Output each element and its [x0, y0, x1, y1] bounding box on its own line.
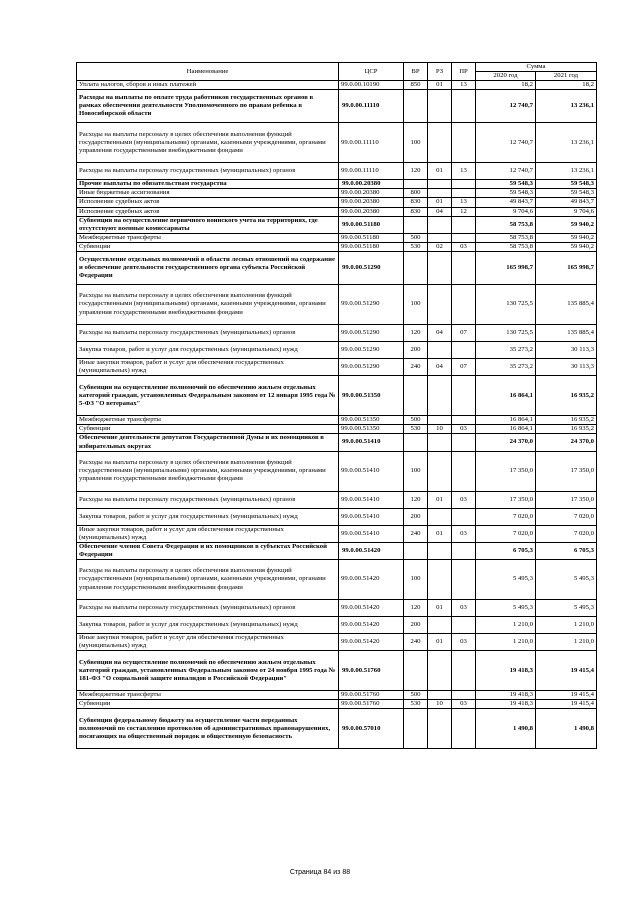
header-year-2020: 2020 год — [476, 72, 536, 81]
cell-rz — [428, 90, 452, 123]
cell-pr: 03 — [452, 242, 476, 251]
header-rz: РЗ — [428, 63, 452, 81]
cell-vr: 850 — [404, 81, 428, 90]
cell-vr: 500 — [404, 233, 428, 242]
cell-sum-2020: 12 740,7 — [476, 163, 536, 180]
cell-csr: 99.0.00.51410 — [339, 508, 404, 525]
cell-sum-2021: 30 113,3 — [536, 342, 597, 359]
cell-vr: 100 — [404, 123, 428, 163]
cell-sum-2020: 1 210,0 — [476, 633, 536, 650]
table-row — [77, 207, 597, 216]
cell-pr — [452, 123, 476, 163]
cell-pr: 07 — [452, 359, 476, 376]
cell-vr: 500 — [404, 691, 428, 700]
cell-sum-2020: 19 418,3 — [476, 651, 536, 691]
cell-pr — [452, 180, 476, 189]
table-row — [77, 434, 597, 451]
cell-sum-2020: 12 740,7 — [476, 123, 536, 163]
cell-name: Расходы на выплаты персоналу государственных (муниципальных) органов — [77, 325, 339, 342]
table-row — [77, 198, 597, 207]
cell-rz: 01 — [428, 163, 452, 180]
cell-name: Обеспечение членов Совета Федерации и их помощников в субъектах Российской Федерации — [77, 542, 339, 559]
cell-pr — [452, 709, 476, 749]
cell-name: Расходы на выплаты по оплате труда работников государственных органов в рамках обеспечения деятельности Уполномоченного по правам ребенка в Новосибирской области — [77, 90, 339, 123]
cell-pr: 13 — [452, 163, 476, 180]
cell-pr: 13 — [452, 198, 476, 207]
cell-vr: 500 — [404, 416, 428, 425]
cell-name: Закупка товаров, работ и услуг для государственных (муниципальных) нужд — [77, 508, 339, 525]
cell-pr: 03 — [452, 491, 476, 508]
cell-csr: 99.0.00.51290 — [339, 359, 404, 376]
cell-name: Субвенции — [77, 242, 339, 251]
cell-csr: 99.0.00.51290 — [339, 342, 404, 359]
table-row — [77, 376, 597, 416]
cell-name: Закупка товаров, работ и услуг для государственных (муниципальных) нужд — [77, 342, 339, 359]
cell-vr: 200 — [404, 342, 428, 359]
cell-sum-2020: 35 273,2 — [476, 342, 536, 359]
cell-rz: 04 — [428, 207, 452, 216]
cell-csr: 99.0.00.51350 — [339, 376, 404, 416]
cell-rz: 01 — [428, 633, 452, 650]
table-row — [77, 633, 597, 650]
cell-csr: 99.0.00.20380 — [339, 189, 404, 198]
cell-pr: 03 — [452, 633, 476, 650]
cell-pr — [452, 691, 476, 700]
cell-pr — [452, 434, 476, 451]
cell-sum-2020: 59 548,3 — [476, 180, 536, 189]
cell-vr: 830 — [404, 207, 428, 216]
header-year-2021: 2021 год — [536, 72, 597, 81]
table-body — [77, 81, 597, 749]
cell-rz: 01 — [428, 81, 452, 90]
header-pr: ПР — [452, 63, 476, 81]
cell-sum-2020: 1 210,0 — [476, 616, 536, 633]
cell-pr — [452, 90, 476, 123]
cell-sum-2020: 19 418,3 — [476, 691, 536, 700]
cell-sum-2021: 1 490,8 — [536, 709, 597, 749]
cell-vr — [404, 180, 428, 189]
cell-pr — [452, 342, 476, 359]
cell-name: Иные закупки товаров, работ и услуг для обеспечения государственных (муниципальных) нужд — [77, 633, 339, 650]
cell-vr: 200 — [404, 616, 428, 633]
cell-pr: 03 — [452, 700, 476, 709]
header-name: Наименование — [77, 63, 339, 81]
cell-sum-2021: 18,2 — [536, 81, 597, 90]
cell-name: Расходы на выплаты персоналу в целях обеспечения выполнения функций государственными (муниципальными) органами, казенными учреждениями, органами управления государственными внебюджетными фондами — [77, 559, 339, 599]
cell-vr: 200 — [404, 508, 428, 525]
budget-table — [76, 62, 597, 749]
table-row — [77, 425, 597, 434]
cell-vr — [404, 651, 428, 691]
cell-csr: 99.0.00.57010 — [339, 709, 404, 749]
cell-sum-2020: 24 370,0 — [476, 434, 536, 451]
cell-pr — [452, 508, 476, 525]
cell-rz: 04 — [428, 325, 452, 342]
cell-name: Субвенции — [77, 425, 339, 434]
table-row — [77, 81, 597, 90]
table-row — [77, 416, 597, 425]
cell-rz — [428, 123, 452, 163]
table-row — [77, 709, 597, 749]
cell-name: Межбюджетные трансферты — [77, 691, 339, 700]
cell-name: Расходы на выплаты персоналу государственных (муниципальных) органов — [77, 599, 339, 616]
cell-vr: 530 — [404, 242, 428, 251]
cell-rz: 02 — [428, 242, 452, 251]
table-row — [77, 242, 597, 251]
cell-csr: 99.0.00.10190 — [339, 81, 404, 90]
cell-pr — [452, 651, 476, 691]
table-row — [77, 342, 597, 359]
cell-sum-2021: 13 236,1 — [536, 90, 597, 123]
cell-vr — [404, 90, 428, 123]
header-sum: Сумма — [476, 63, 597, 72]
cell-sum-2021: 9 704,6 — [536, 207, 597, 216]
cell-sum-2021: 7 020,0 — [536, 508, 597, 525]
cell-sum-2020: 6 705,3 — [476, 542, 536, 559]
table-row — [77, 252, 597, 285]
cell-pr — [452, 376, 476, 416]
cell-pr: 03 — [452, 599, 476, 616]
cell-vr — [404, 252, 428, 285]
cell-sum-2021: 59 940,2 — [536, 233, 597, 242]
cell-name: Субвенции на осуществление полномочий по обеспечению жильем отдельных категорий граждан, установленных Федеральным законом от 24 ноября 1995 года № 181-ФЗ "О социальной защите инвалидов в Российской Федерации" — [77, 651, 339, 691]
cell-csr: 99.0.00.51420 — [339, 559, 404, 599]
cell-sum-2021: 49 843,7 — [536, 198, 597, 207]
cell-pr — [452, 189, 476, 198]
cell-rz — [428, 342, 452, 359]
cell-sum-2020: 49 843,7 — [476, 198, 536, 207]
cell-rz — [428, 434, 452, 451]
cell-rz — [428, 691, 452, 700]
cell-csr: 99.0.00.51290 — [339, 285, 404, 325]
cell-rz — [428, 709, 452, 749]
cell-vr: 240 — [404, 359, 428, 376]
cell-sum-2021: 59 548,3 — [536, 180, 597, 189]
cell-sum-2021: 19 415,4 — [536, 691, 597, 700]
cell-csr: 99.0.00.51420 — [339, 616, 404, 633]
cell-rz: 01 — [428, 599, 452, 616]
table-row — [77, 691, 597, 700]
cell-sum-2020: 16 864,1 — [476, 376, 536, 416]
cell-pr — [452, 216, 476, 233]
cell-csr: 99.0.00.51410 — [339, 491, 404, 508]
cell-name: Расходы на выплаты персоналу государственных (муниципальных) органов — [77, 491, 339, 508]
cell-sum-2021: 16 935,2 — [536, 425, 597, 434]
header-csr: ЦСР — [339, 63, 404, 81]
cell-csr: 99.0.00.11110 — [339, 163, 404, 180]
table-row — [77, 123, 597, 163]
cell-vr: 120 — [404, 599, 428, 616]
cell-sum-2020: 35 273,2 — [476, 359, 536, 376]
cell-csr: 99.0.00.51420 — [339, 542, 404, 559]
table-row — [77, 700, 597, 709]
cell-sum-2020: 7 020,0 — [476, 508, 536, 525]
cell-pr — [452, 559, 476, 599]
cell-rz: 01 — [428, 491, 452, 508]
table-row — [77, 559, 597, 599]
cell-name: Прочие выплаты по обязательствам государства — [77, 180, 339, 189]
cell-pr — [452, 616, 476, 633]
cell-pr: 07 — [452, 325, 476, 342]
table-row — [77, 189, 597, 198]
cell-vr: 120 — [404, 163, 428, 180]
cell-rz — [428, 559, 452, 599]
page-number: Страница 84 из 88 — [289, 869, 351, 876]
cell-name: Закупка товаров, работ и услуг для государственных (муниципальных) нужд — [77, 616, 339, 633]
cell-vr: 100 — [404, 451, 428, 491]
cell-csr: 99.0.00.51290 — [339, 325, 404, 342]
cell-sum-2020: 7 020,0 — [476, 525, 536, 542]
cell-sum-2021: 165 998,7 — [536, 252, 597, 285]
cell-csr: 99.0.00.51290 — [339, 252, 404, 285]
table-row — [77, 508, 597, 525]
cell-vr: 120 — [404, 491, 428, 508]
cell-sum-2021: 59 940,2 — [536, 242, 597, 251]
cell-rz: 10 — [428, 425, 452, 434]
table-row — [77, 216, 597, 233]
cell-csr: 99.0.00.11110 — [339, 90, 404, 123]
cell-rz — [428, 189, 452, 198]
cell-vr: 530 — [404, 425, 428, 434]
cell-rz: 10 — [428, 700, 452, 709]
cell-csr: 99.0.00.51760 — [339, 651, 404, 691]
cell-vr: 240 — [404, 633, 428, 650]
cell-vr: 120 — [404, 325, 428, 342]
table-row — [77, 491, 597, 508]
cell-sum-2021: 6 705,3 — [536, 542, 597, 559]
table-row — [77, 542, 597, 559]
cell-sum-2020: 18,2 — [476, 81, 536, 90]
cell-rz — [428, 233, 452, 242]
cell-sum-2020: 17 350,0 — [476, 451, 536, 491]
cell-sum-2021: 24 370,0 — [536, 434, 597, 451]
cell-sum-2021: 5 495,3 — [536, 559, 597, 599]
cell-sum-2021: 1 210,0 — [536, 633, 597, 650]
cell-csr: 99.0.00.51410 — [339, 451, 404, 491]
cell-csr: 99.0.00.51420 — [339, 599, 404, 616]
table-row — [77, 285, 597, 325]
cell-csr: 99.0.00.51420 — [339, 633, 404, 650]
cell-name: Межбюджетные трансферты — [77, 233, 339, 242]
cell-sum-2020: 12 740,7 — [476, 90, 536, 123]
cell-sum-2021: 1 210,0 — [536, 616, 597, 633]
cell-sum-2021: 135 885,4 — [536, 325, 597, 342]
cell-pr — [452, 416, 476, 425]
cell-rz — [428, 216, 452, 233]
cell-sum-2020: 5 495,3 — [476, 559, 536, 599]
cell-sum-2020: 130 725,5 — [476, 285, 536, 325]
cell-rz — [428, 651, 452, 691]
cell-csr: 99.0.00.51760 — [339, 700, 404, 709]
cell-csr: 99.0.00.51760 — [339, 691, 404, 700]
cell-sum-2020: 165 998,7 — [476, 252, 536, 285]
cell-pr — [452, 451, 476, 491]
cell-name: Субвенции на осуществление первичного воинского учета на территориях, где отсутствуют военные комиссариаты — [77, 216, 339, 233]
table-row — [77, 525, 597, 542]
cell-vr — [404, 434, 428, 451]
cell-name: Субвенции на осуществление полномочий по обеспечению жильем отдельных категорий граждан, установленных Федеральным законом от 12 января 1995 года № 5-ФЗ "О ветеранах" — [77, 376, 339, 416]
cell-csr: 99.0.00.20380 — [339, 207, 404, 216]
cell-csr: 99.0.00.51410 — [339, 525, 404, 542]
cell-csr: 99.0.00.20380 — [339, 180, 404, 189]
table-row — [77, 359, 597, 376]
cell-sum-2021: 17 350,0 — [536, 451, 597, 491]
cell-sum-2020: 19 418,3 — [476, 700, 536, 709]
cell-rz — [428, 508, 452, 525]
table-row — [77, 163, 597, 180]
cell-sum-2021: 30 113,3 — [536, 359, 597, 376]
cell-name: Обеспечение деятельности депутатов Государственной Думы и их помощников в избирательных округах — [77, 434, 339, 451]
cell-rz — [428, 180, 452, 189]
cell-vr: 100 — [404, 559, 428, 599]
cell-name: Расходы на выплаты персоналу государственных (муниципальных) органов — [77, 163, 339, 180]
cell-name: Исполнение судебных актов — [77, 207, 339, 216]
cell-rz — [428, 376, 452, 416]
cell-csr: 99.0.00.51410 — [339, 434, 404, 451]
cell-csr: 99.0.00.51350 — [339, 425, 404, 434]
cell-sum-2020: 1 490,8 — [476, 709, 536, 749]
cell-name: Иные закупки товаров, работ и услуг для обеспечения государственных (муниципальных) нужд — [77, 359, 339, 376]
cell-vr — [404, 376, 428, 416]
cell-rz — [428, 285, 452, 325]
cell-pr — [452, 285, 476, 325]
cell-csr: 99.0.00.11110 — [339, 123, 404, 163]
cell-rz — [428, 616, 452, 633]
table-header — [77, 63, 597, 81]
cell-sum-2020: 17 350,0 — [476, 491, 536, 508]
table-row — [77, 233, 597, 242]
table-row — [77, 651, 597, 691]
cell-rz: 01 — [428, 525, 452, 542]
cell-sum-2020: 16 864,1 — [476, 416, 536, 425]
cell-sum-2021: 13 236,1 — [536, 123, 597, 163]
cell-sum-2021: 7 020,0 — [536, 525, 597, 542]
cell-vr — [404, 542, 428, 559]
cell-pr: 12 — [452, 207, 476, 216]
cell-sum-2021: 59 940,2 — [536, 216, 597, 233]
table-row — [77, 599, 597, 616]
cell-csr: 99.0.00.51180 — [339, 233, 404, 242]
cell-vr: 530 — [404, 700, 428, 709]
cell-sum-2021: 13 236,1 — [536, 163, 597, 180]
cell-sum-2020: 58 753,8 — [476, 233, 536, 242]
cell-vr — [404, 709, 428, 749]
cell-sum-2021: 17 350,0 — [536, 491, 597, 508]
cell-sum-2021: 19 415,4 — [536, 700, 597, 709]
cell-sum-2020: 5 495,3 — [476, 599, 536, 616]
cell-sum-2020: 130 725,5 — [476, 325, 536, 342]
cell-pr: 13 — [452, 81, 476, 90]
cell-sum-2021: 19 415,4 — [536, 651, 597, 691]
cell-vr: 830 — [404, 198, 428, 207]
cell-pr — [452, 252, 476, 285]
cell-sum-2020: 58 753,8 — [476, 242, 536, 251]
cell-name: Расходы на выплаты персоналу в целях обеспечения выполнения функций государственными (муниципальными) органами, казенными учреждениями, органами управления государственными внебюджетными фондами — [77, 285, 339, 325]
table-row — [77, 616, 597, 633]
cell-rz — [428, 416, 452, 425]
cell-name: Расходы на выплаты персоналу в целях обеспечения выполнения функций государственными (муниципальными) органами, казенными учреждениями, органами управления государственными внебюджетными фондами — [77, 123, 339, 163]
cell-name: Иные закупки товаров, работ и услуг для обеспечения государственных (муниципальных) нужд — [77, 525, 339, 542]
cell-sum-2020: 9 704,6 — [476, 207, 536, 216]
cell-pr — [452, 233, 476, 242]
cell-name: Иные бюджетные ассигнования — [77, 189, 339, 198]
cell-name: Субвенции федеральному бюджету на осуществление части переданных полномочий по составлению протоколов об административных правонарушениях, посягающих на общественный порядок и общественную безопасность — [77, 709, 339, 749]
cell-csr: 99.0.00.20380 — [339, 198, 404, 207]
cell-sum-2021: 135 885,4 — [536, 285, 597, 325]
cell-name: Исполнение судебных актов — [77, 198, 339, 207]
header-vr: ВР — [404, 63, 428, 81]
cell-pr — [452, 542, 476, 559]
cell-vr — [404, 216, 428, 233]
cell-sum-2020: 16 864,1 — [476, 425, 536, 434]
cell-sum-2021: 59 548,3 — [536, 189, 597, 198]
cell-sum-2021: 5 495,3 — [536, 599, 597, 616]
cell-vr: 100 — [404, 285, 428, 325]
cell-name: Расходы на выплаты персоналу в целях обеспечения выполнения функций государственными (муниципальными) органами, казенными учреждениями, органами управления государственными внебюджетными фондами — [77, 451, 339, 491]
cell-name: Межбюджетные трансферты — [77, 416, 339, 425]
cell-csr: 99.0.00.51180 — [339, 216, 404, 233]
cell-sum-2021: 16 935,2 — [536, 416, 597, 425]
cell-rz: 04 — [428, 359, 452, 376]
cell-name: Уплата налогов, сборов и иных платежей — [77, 81, 339, 90]
table-row — [77, 180, 597, 189]
table-row — [77, 325, 597, 342]
cell-name: Осуществление отдельных полномочий в области лесных отношений на содержание и обеспечение деятельности государственного органа субъекта Российской Федерации — [77, 252, 339, 285]
cell-sum-2020: 59 548,3 — [476, 189, 536, 198]
cell-rz — [428, 542, 452, 559]
cell-pr: 03 — [452, 425, 476, 434]
cell-csr: 99.0.00.51350 — [339, 416, 404, 425]
table-row — [77, 90, 597, 123]
cell-csr: 99.0.00.51180 — [339, 242, 404, 251]
cell-pr: 03 — [452, 525, 476, 542]
cell-sum-2020: 58 753,8 — [476, 216, 536, 233]
cell-sum-2021: 16 935,2 — [536, 376, 597, 416]
cell-rz: 01 — [428, 198, 452, 207]
cell-rz — [428, 451, 452, 491]
cell-vr: 800 — [404, 189, 428, 198]
cell-name: Субвенции — [77, 700, 339, 709]
cell-rz — [428, 252, 452, 285]
cell-vr: 240 — [404, 525, 428, 542]
table-row — [77, 451, 597, 491]
